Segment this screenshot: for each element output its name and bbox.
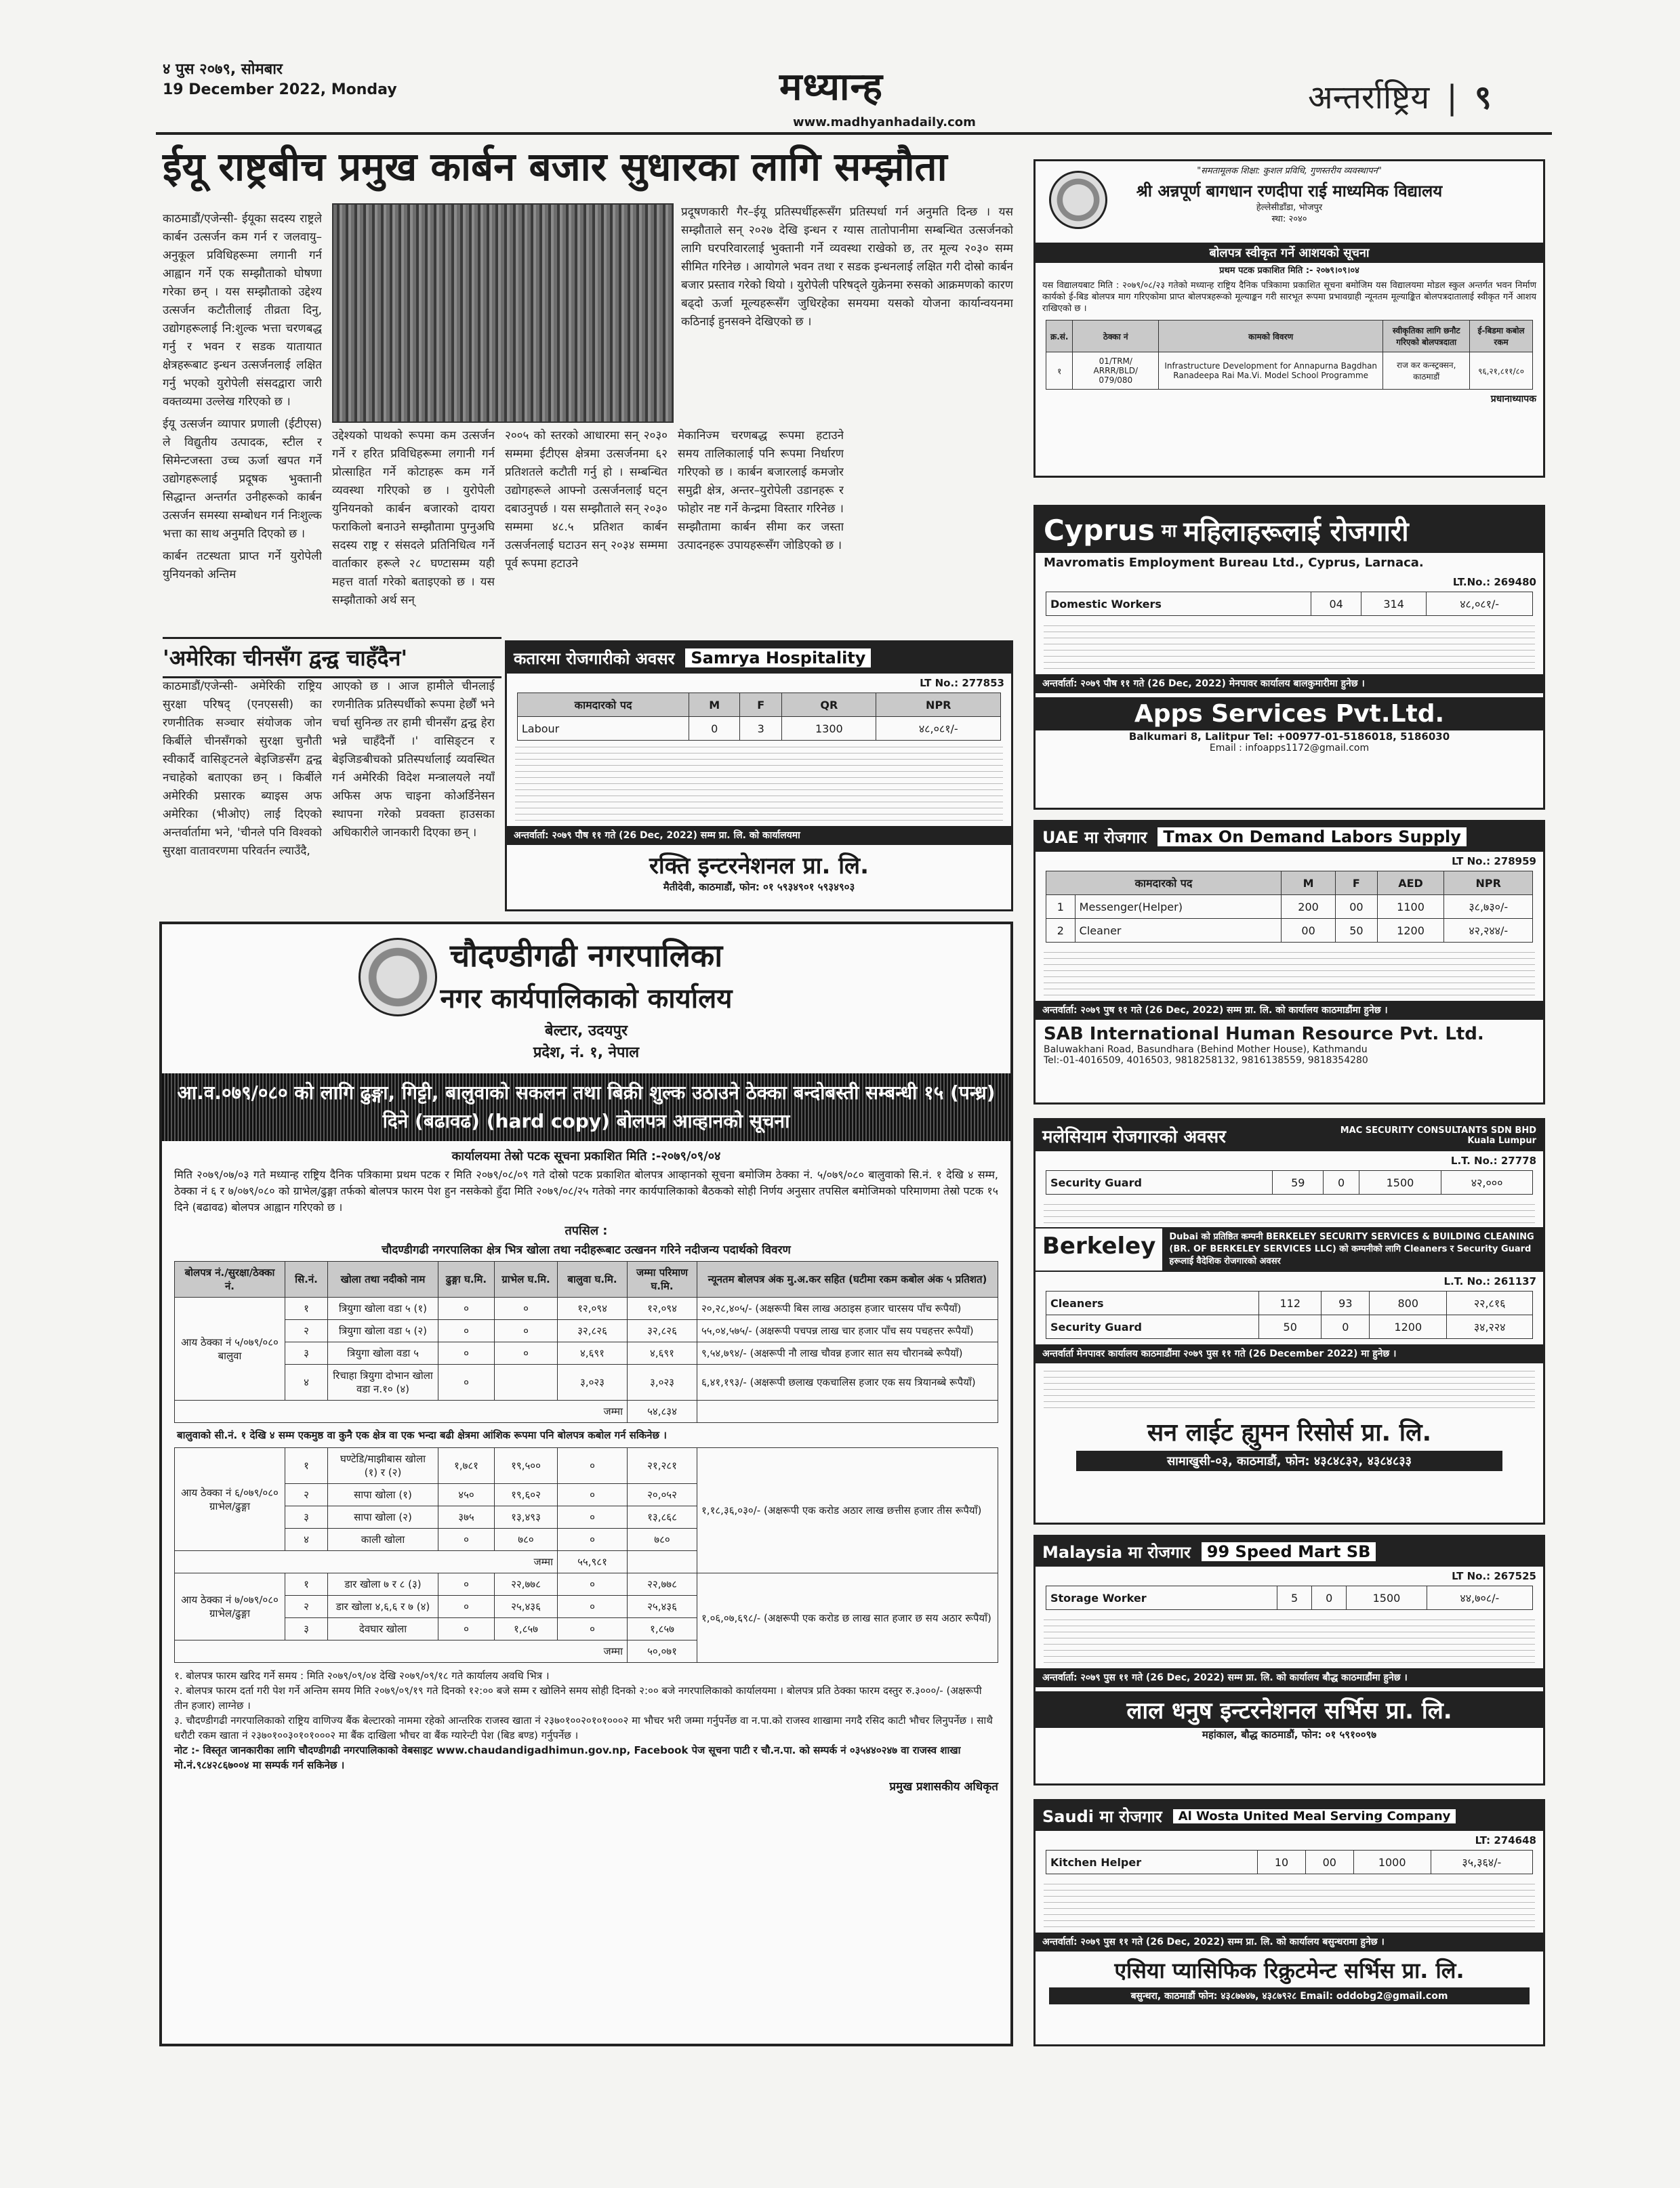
notice-notes [174,1663,998,1773]
lead-col-3: २००५ को स्तरको आधारमा सन् २०३० सम्ममा ईटीएस क्षेत्रमा उत्सर्जनमा ६२ प्रतिशतले कटौती गर्नु हो । सम्बन्धित उद्योगहरूले आफ्नो उत्सर्जनलाई घट्न दबाउनुपर्छ । यस सम्झौताले सन् २०३० सम्ममा ४८.५ प्रतिशत कार्बन उत्सर्जनलाई घटाउन सन् २०३४ सम्ममा पूर्व रूपमा हटाउने [505,429,668,571]
cell: Security Guard [1046,1315,1258,1339]
cell: ३८,७३०/- [1444,895,1533,919]
cell: ० [438,1529,495,1551]
ad-saudi-deadline: अन्तर्वार्ता: २०७९ पुस ११ गते (26 Dec, 2022) सम्म प्रा. लि. को कार्यालय बसुन्धरामा हुनेछ । [1036,1933,1543,1952]
date-nepali: ४ पुस २०७९, सोमबार [163,61,283,78]
tender-table-gravel [174,1447,998,1663]
group2-amount: १,१८,३६,०३०/- (अक्षरूपी एक करोड अठार लाख छत्तीस हजार तीस रूपैयाँ) [697,1448,998,1573]
table-row [1046,592,1532,616]
ad-malaysia2-salary-np: ४४,७०८/- [1427,1586,1532,1610]
cell: 50 [1336,919,1377,943]
group1-total-label: जम्मा [175,1401,628,1423]
cell: ३,०२३ [558,1365,628,1401]
ad-saudi-header [1036,1801,1543,1831]
ad-malaysia1-lt: L.T. No.: 27778 [1450,1155,1536,1167]
cell: Infrastructure Development for Annapurna Bagdhan Ranadeepa Rai Ma.Vi. Model School Programme [1159,352,1383,390]
cell: त्रियुगा खोला वडा ५ (१) [328,1298,438,1320]
ad-uae-title: UAE मा रोजगार [1042,827,1147,847]
school-estd: स्था: २०४० [1271,214,1307,224]
ad-qatar-deadline: अन्तर्वार्ता: २०७९ पौष ११ गते (26 Dec, 2022) सम्म प्रा. लि. को कार्यालयमा [507,826,1011,845]
ad-saudi-agency-addr: बसुन्धरा, काठमाडौं फोन: ४३८७७४७, ४३८७९२८ Email: oddobg2@gmail.com [1049,1987,1530,2004]
ad-school [1033,159,1545,478]
section-name: अन्तर्राष्ट्रिय [1308,79,1430,117]
second-col-2: आएको छ । आज हामीले चीनलाई रणनीतिक प्रतिस्पर्धीको रूपमा हेर्छौं भने चर्चा सुनिन्छ तर हामी चीनसँग द्वन्द्व हेरा भन्ने चाहँदैनौं ।' वासिङ्टन र बेइजिङबीचको प्रतिस्पर्धालाई व्यवस्थित गर्न अमेरिकी विदेश मन्त्रालयले नयाँ अफिस अफ चाइना कोअर्डिनेसन स्थापना गरेको प्रवक्ता हाउसका अधिकारीले जानकारी दिएका छन् । [332,680,495,840]
cell: डार खोला ७ र ८ (३) [328,1573,438,1596]
ad-uae [1033,820,1545,1105]
municipality-emblem-icon [358,938,437,1016]
school-logo-icon [1049,171,1107,229]
group2-label: आय ठेक्का नं ६/०७९/०८० ग्राभेल/ढुङ्गा [175,1448,285,1551]
cell: २०,०५२ [628,1484,697,1506]
ad-uae-agency-tel: Tel:-01-4016509, 4016503, 9818258132, 9816138559, 9818354280 [1044,1055,1368,1066]
school-date: प्रथम पटक प्रकाशित मिति :- २०७९।०९।०४ [1219,266,1359,276]
school-title: बोलपत्र स्वीकृत गर्ने आशयको सूचना [1036,243,1543,263]
table-row [1046,1586,1532,1610]
cell: देवघार खोला [328,1618,438,1640]
ad-dubai-agency: सन लाईट ह्युमन रिसोर्स प्रा. लि. [1147,1419,1432,1447]
ad-saudi-fineprint [1044,1880,1535,1927]
cell: ० [495,1342,558,1365]
cell: ९,५४,७९४/- (अक्षरूपी नौ लाख चौवन्न हजार सात सय चौरानब्बे रूपैयाँ) [697,1342,998,1365]
ad-malaysia2-salary: 1500 [1347,1586,1427,1610]
group3-label: आय ठेक्का नं ७/०७९/०८० ग्राभेल/ढुङ्गा [175,1573,285,1640]
cell: ३,०२३ [628,1365,697,1401]
notice-title: आ.व.०७९/०८० को लागि ढुङ्गा, गिट्टी, बालुवाको सकलन तथा बिक्री शुल्क उठाउने ठेक्का बन्दोबस्ती सम्बन्धी १५ (पन्ध्र) दिने (बढावढ) (hard copy) बोलपत्र आव्हानको सूचना [162,1073,1010,1141]
notice-publish-date: कार्यालयमा तेस्रो पटक सूचना प्रकाशित मिति :-२०७९/०९/०४ [451,1149,721,1163]
table-row [175,1342,998,1365]
ad-malaysia2 [1033,1535,1545,1786]
ad-dubai-deadline: अन्तर्वार्ता मेनपावर कार्यालय काठमाडौंमा २०७९ पुस ११ गते (26 December 2022) मा हुनेछ । [1036,1344,1543,1363]
masthead-dates [163,60,397,100]
cell: रिचाहा त्रियुगा दोभान खोला वडा न.१० (४) [328,1365,438,1401]
th-min-bid: न्यूनतम बोलपत्र अंक मु.अ.कर सहित (घटीमा रकम कबोल अंक ५ प्रतिशत) [697,1262,998,1298]
ad-malaysia2-female: 0 [1312,1586,1347,1610]
group2-total: ५५,९८१ [558,1551,628,1573]
cell: ३२,८२६ [628,1320,697,1342]
cell: सापा खोला (१) [328,1484,438,1506]
cell: त्रियुगा खोला वडा ५ [328,1342,438,1365]
cell: ० [438,1573,495,1596]
table-row [175,1320,998,1342]
group2-note: बालुवाको सी.नं. १ देखि ४ सम्म एकमुष्ठ वा कुनै एक क्षेत्र वा एक भन्दा बढी क्षेत्रमा आंशिक रूपमा पनि बोलपत्र कबोल गर्न सकिनेछ । [177,1429,667,1441]
cell: २ [285,1596,328,1618]
note-3: ३. चौदण्डीगढी नगरपालिकाको राष्ट्रिय वाणिज्य बैंक बेल्टारको नाममा रहेको आन्तरिक राजस्व खाता नं २३७०१००२०१०१०००२ मा भौचर भरी जम्मा गर्नुपर्नेछ वा न.पा.को राजस्व शाखामा नगदै रसिद काटी भौचर लिनुपर्नेछ । साथै धरौटी रकम खाता नं २३७०१००३०१०१०००२ मा बैंक दाखिला भौचर वा बैंक ग्यारेन्टी पेश (बिड बण्ड) गर्नुपर्नेछ । [174,1714,993,1741]
cell: ० [495,1298,558,1320]
lead-col-1-p3: कार्बन तटस्थता प्राप्त गर्ने युरोपेली युनियनको अन्तिम [163,550,322,581]
cell: ० [558,1529,628,1551]
cell: 1 [1046,895,1075,919]
schedule-title: चौदण्डीगढी नगरपालिका क्षेत्र भित्र खोला तथा नदीहरूबाट उत्खनन गरिने नदीजन्य पदार्थको विवरण [382,1243,791,1257]
th-river: खोला तथा नदीको नाम [328,1262,438,1298]
ad-dubai-lt: L.T. No.: 261137 [1443,1275,1536,1287]
ad-malaysia1-salary: 1500 [1359,1171,1441,1195]
cell: २१,२८१ [628,1448,697,1484]
ad-uae-fineprint [1044,948,1535,995]
group1-total: ५४,८३४ [628,1401,697,1423]
table-row [175,1365,998,1401]
ad-uae-company: Tmax On Demand Labors Supply [1157,827,1467,846]
school-table [1046,320,1533,390]
school-name: श्री अन्नपूर्ण बागधान रणदीपा राई माध्यमिक विद्यालय [1136,182,1443,201]
ad-malaysia2-agency-addr: महांकाल, बौद्ध काठमाडौं, फोन: ०१ ५९१००९७ [1202,1729,1377,1741]
cell: १ [285,1573,328,1596]
cell: ७८० [628,1529,697,1551]
ad-qatar-title: कतारमा रोजगारीको अवसर [514,648,675,668]
table-row [175,1448,998,1484]
th-gravel: ग्राभेल घ.मि. [495,1262,558,1298]
cell: 200 [1281,895,1335,919]
ad-malaysia1-location: Kuala Lumpur [1467,1136,1536,1146]
cell: 50 [1259,1315,1322,1339]
cell: ४,६९१ [558,1342,628,1365]
cell: २ [285,1320,328,1342]
cell: ० [438,1320,495,1342]
ad-saudi-job: Kitchen Helper [1046,1851,1257,1874]
notice-signature: प्रमुख प्रशासकीय अधिकृत [889,1780,998,1794]
ad-cyprus-salary-np: ४८,०८१/- [1427,592,1533,616]
cell: कामको विवरण [1159,321,1383,352]
ad-cyprus-agency: Apps Services Pvt.Ltd. [1036,697,1543,730]
cell: १,८५७ [495,1618,558,1640]
ad-qatar [505,640,1013,911]
ad-saudi-male: 10 [1258,1851,1306,1874]
ad-saudi-female: 00 [1305,1851,1353,1874]
municipality-header [162,924,1010,1073]
cell: घण्टेडि/माझीबास खोला (१) र (२) [328,1448,438,1484]
ad-malaysia1-job: Security Guard [1046,1171,1272,1195]
ad-cyprus-agency-addr: Balkumari 8, Lalitpur Tel: +00977-01-5186018, 5186030 [1128,730,1450,743]
ad-saudi-title: Saudi मा रोजगार [1042,1807,1162,1826]
ad-dubai-fineprint [1044,1367,1535,1408]
ad-qatar-lt: LT No.: 277853 [920,677,1004,689]
municipality-notice [159,922,1013,2046]
cell: २५,४३६ [495,1596,558,1618]
cell: ३२,८२६ [558,1320,628,1342]
ad-malaysia1-fineprint [1044,1199,1535,1223]
ad-cyprus-lt: LT.No.: 269480 [1452,576,1536,588]
cell: ३ [285,1618,328,1640]
lead-col-1-p2: ईयू उत्सर्जन व्यापार प्रणाली (ईटीएस) ले विद्युतीय उत्पादक, स्टील र सिमेन्टजस्ता उच्च ऊर्जा खपत गर्ने उद्योगहरूलाई प्रदूषक भुक्तानी सिद्धान्त अन्तर्गत उनीहरूको कार्बन उत्सर्जन समस्या सम्बोधन गर्न निःशुल्क भत्ता का साथ अनुमति दिएको छ । [163,417,322,541]
cell: २२,७७८ [495,1573,558,1596]
table-row [1046,1315,1532,1339]
school-address: हेल्लेसीडाँडा, भोजपुर [1256,203,1323,213]
municipality-office: नगर कार्यपालिकाको कार्यालय [440,983,733,1014]
lead-headline: ईयू राष्ट्रबीच प्रमुख कार्बन बजार सुधारका लागि सम्झौता [163,144,947,190]
cell: २०,२८,४०५/- (अक्षरूपी बिस लाख अठाइस हजार चारसय पाँच रूपैयाँ) [697,1298,998,1320]
lead-col-1 [163,210,322,630]
paper-url: www.madhyanhadaily.com [793,115,976,129]
ad-qatar-female: 3 [740,717,782,741]
ad-qatar-male: 0 [689,717,740,741]
cell: 00 [1281,919,1335,943]
ad-uae-lt: LT No.: 278959 [1452,855,1536,867]
cell: 800 [1370,1292,1447,1315]
ad-uae-header [1036,822,1543,852]
table-row [1046,352,1532,390]
cell: ७८० [495,1529,558,1551]
paper-logo: मध्यान्ह [779,65,884,109]
ad-dubai-header [1036,1227,1543,1272]
table-row [1046,919,1532,943]
ad-malaysia2-agency: लाल धनुष इन्टरनेशनल सर्भिस प्रा. लि. [1036,1691,1543,1728]
ad-saudi-salary-np: ३५,३६४/- [1431,1851,1532,1874]
ad-cyprus-company: Mavromatis Employment Bureau Ltd., Cyprus, Larnaca. [1044,556,1424,570]
cell: ० [558,1618,628,1640]
cell: 01/TRM/ ARRR/BLD/ 079/080 [1073,352,1159,390]
cell: स्वीकृतिका लागि छनौट गरिएको बोलपत्रदाता [1383,321,1470,352]
cell: ० [495,1320,558,1342]
ad-saudi-company: Al Wosta United Meal Serving Company [1173,1809,1456,1823]
note-2: २. बोलपत्र फारम दर्ता गरी पेश गर्ने अन्तिम समय मिति २०७९/०९/१९ गते दिनको १२:०० बजे सम्म र खोलिने समय सोही दिनको २:०० बजे नगरपालिकाको कार्यालयमा । बोलपत्र प्रति ठेक्का फारम दस्तुर रु.३०००/- (अक्षरूपी तीन हजार) लाग्नेछ । [174,1685,982,1712]
masthead-rule [156,132,1552,135]
cell: ० [558,1484,628,1506]
ad-cyprus-email: Email : infoapps1172@gmail.com [1209,743,1370,754]
cell [495,1365,558,1401]
ad-cyprus-title-ma: मा [1161,521,1177,541]
ad-uae-agency-addr: Baluwakhani Road, Basundhara (Behind Mother House), Kathmandu [1044,1044,1368,1055]
cell: ४,६९१ [628,1342,697,1365]
second-headline: 'अमेरिका चीनसँग द्वन्द्व चाहँदैन' [163,637,501,678]
th-sn: सि.नं. [285,1262,328,1298]
ad-dubai-agency-addr: सामाखुसी-०३, काठमाडौं, फोन: ४३८४८३२, ४३८४८३३ [1076,1451,1502,1471]
cell: ६,४१,१९३/- (अक्षरूपी छलाख एकचालिस हजार एक सय त्रियानब्बे रूपैयाँ) [697,1365,998,1401]
cell: 1200 [1370,1315,1447,1339]
cell: २२,८१६ [1447,1292,1533,1315]
cell: ३ [285,1342,328,1365]
table-row [1046,895,1532,919]
ad-malaysia2-deadline: अन्तर्वार्ता: २०७९ पुस ११ गते (26 Dec, 2022) सम्म प्रा. लि. को कार्यालय बौद्ध काठमाडौंमा हुनेछ । [1036,1668,1543,1687]
ad-cyprus-table [1046,592,1533,616]
school-motto: "समतामूलक शिक्षा: कुशल प्रविधि, गुणस्तरीय व्यवस्थापन" [1197,166,1382,176]
cell: १३,८६८ [628,1506,697,1529]
municipality-province: प्रदेश, नं. १, नेपाल [533,1044,640,1061]
cell: Cleaner [1075,919,1281,943]
cell: ० [558,1506,628,1529]
date-english: 19 December 2022, Monday [163,81,397,98]
ad-malaysia1-header [1036,1120,1543,1151]
cell: 93 [1322,1292,1370,1315]
ad-cyprus-title-en: Cyprus [1044,513,1155,547]
ad-malaysia2-table [1046,1586,1533,1610]
ad-dubai-table [1046,1291,1533,1339]
ad-malaysia2-header [1036,1537,1543,1567]
cell: ई-बिडमा कबोल रकम [1470,321,1533,352]
cell: राज कर कन्स्ट्रक्सन, काठमाडौं [1383,352,1470,390]
school-sign: प्रधानाध्यापक [1490,394,1536,405]
note-1: १. बोलपत्र फारम खरिद गर्ने समय : मिति २०७९/०९/०४ देखि २०७९/०९/१८ गते कार्यालय अवधि भित्र । [174,1670,550,1682]
ad-qatar-agency: रक्ति इन्टरनेशनल प्रा. लि. [649,852,869,880]
cell: १,८५७ [628,1618,697,1640]
cell: 112 [1259,1292,1322,1315]
th-tender-no: बोलपत्र नं./सुरक्षा/ठेक्का नं. [175,1262,285,1298]
cell: ९६,२१,८११/८० [1470,352,1533,390]
school-header [1036,161,1543,243]
ad-qatar-table: कामदारको पद M F QR NPR Labour 0 3 1300 ४८,०८१/- [517,693,1001,741]
th-sand: बालुवा घ.मि. [558,1262,628,1298]
cell: 1200 [1377,919,1444,943]
ad-uae-table: कामदारको पद M F AED NPR 1 Messenger(Helper) 200 00 1100 ३८,७३०/- 2 Cleaner 00 50 1200 ४२,२४४/- [1046,871,1533,943]
ad-malaysia1-female: 0 [1324,1171,1359,1195]
cell: १३,४९३ [495,1506,558,1529]
ad-malaysia1-table [1046,1170,1533,1195]
ad-cyprus-deadline: अन्तर्वार्ता: २०७९ पौष ११ गते (26 Dec, 2022) मेनपावर कार्यालय बालकुमारीमा हुनेछ । [1036,674,1543,693]
cell: १९,६०२ [495,1484,558,1506]
ad-saudi-lt: LT: 274648 [1475,1834,1536,1846]
ad-malaysia2-lt: LT No.: 267525 [1452,1570,1536,1582]
ad-malaysia2-job: Storage Worker [1046,1586,1277,1610]
ad-uae-agency: SAB International Human Resource Pvt. Ltd. [1044,1024,1484,1044]
table-total-row [175,1401,998,1423]
cell: ठेक्का नं [1073,321,1159,352]
ad-cyprus-salary: 314 [1361,592,1427,616]
ad-malaysia1-title: मलेसियाम रोजगारको अवसर [1042,1127,1226,1147]
second-col-1: काठमाडौं/एजेन्सी- अमेरिकी राष्ट्रिय सुरक्षा परिषद् (एनएससी) का रणनीतिक सञ्चार संयोजक जोन किर्बीले चीनसँगको सुरक्षा चुनौती स्वीकार्दै वासिङ्टनले बेइजिङसँग द्वन्द्व नचाहेको बताएका छन् । किर्बीले अमेरिकी प्रसारक ब्याइस अफ अमेरिका (भीओए) लाई दिएको अन्तर्वार्तामा भने, 'चीनले पनि विश्वको सुरक्षा वातावरणमा परिवर्तन ल्याउँदै, [163,680,322,858]
cell: डार खोला ४,६,६ र ७ (४) [328,1596,438,1618]
notice-intro: मिति २०७९/०७/०३ गते मध्यान्ह राष्ट्रिय दैनिक पत्रिकामा प्रथम पटक र मिति २०७९/०८/०९ गते दोस्रो पटक प्रकाशित बोलपत्र आव्हानको सूचना बमोजिम ठेक्का नं. ५/०७९/०८० बालुवाको सि.नं. १ देखि ४ सम्म, ठेक्का नं ६ र ७/०७९/०८० को ग्राभेल/ढुङ्गा तर्फको बोलपत्र फारम पेश हुन नसकेको हुँदा मिति २०७९/०८/२५ गतेको नगर कार्यपालिकाको बैठकको सोही निर्णय अनुसार तपसिल बमोजिमको परिमाणमा तेस्रो पटक १५ दिने (बढावढ) बोलपत्र आह्वान गरिएको छ । [174,1168,998,1214]
ad-qatar-col-post: कामदारको पद [517,693,689,717]
ad-malaysia2-fineprint [1044,1615,1535,1663]
cell: ४ [285,1529,328,1551]
page-number: ९ [1474,79,1492,117]
schedule-label: तपसिल : [565,1224,608,1238]
cell: 0 [1322,1315,1370,1339]
lead-col-4: मेकानिज्म चरणबद्ध रूपमा हटाउने समय तालिकालाई पनि रूपमा निर्धारण गरिएको छ । कार्बन बजारलाई कमजोर समुद्री क्षेत्र, अन्तर–युरोपेली उडानहरू र फोहोर नष्ट गर्ने केन्द्रमा विस्तार गरिनेछ । सम्झौतामा कार्बन सीमा कर जस्ता उत्पादनहरू उपायहरूसँग जोडिएको छ । [678,429,844,552]
cell: ० [558,1573,628,1596]
cell: २२,७७८ [628,1573,697,1596]
cell: ० [438,1618,495,1640]
ad-qatar-salary-np: ४८,०८१/- [876,717,1001,741]
note-4: नोट :- विस्तृत जानकारीका लागि चौदण्डीगढी नगरपालिकाको वेबसाइट www.chaudandigadhimun.gov.np, Facebook पेज सूचना पाटी र चौ.न.पा. को सम्पर्क नं ०३५४४०२४७ वा राजस्व शाखा मो.नं.९८४२८६७००४ मा सम्पर्क गर्न सकिनेछ । [174,1744,961,1771]
ad-malaysia1-company-wrap [1340,1126,1536,1146]
cell: 2 [1046,919,1075,943]
group3-total-label: जम्मा [175,1640,628,1663]
news-photo [332,203,674,423]
cell: १२,०९४ [628,1298,697,1320]
cell: १२,०९४ [558,1298,628,1320]
lead-col-6 [854,427,1013,630]
ad-qatar-agency-addr: मैतीदेवी, काठमाडौं, फोन: ०१ ५९३४९०१ ५९३४९०३ [663,881,855,893]
cell: 1100 [1377,895,1444,919]
ad-uae-col-post: कामदारको पद [1046,871,1281,895]
ad-saudi-agency: एसिया प्यासिफिक रिक्रुटमेन्ट सर्भिस प्रा. लि. [1114,1958,1464,1983]
ad-malaysia2-company: 99 Speed Mart SB [1202,1542,1376,1561]
ad-cyprus-fineprint [1044,621,1535,669]
ad-malaysia2-title: Malaysia मा रोजगार [1042,1542,1191,1562]
cell: ४५० [438,1484,495,1506]
cell: 00 [1336,895,1377,919]
table-row [1046,1292,1532,1315]
municipality-name: चौदण्डीगढी नगरपालिका [449,937,723,974]
lead-col-2: उद्देश्यको पाथको रूपमा कम उत्सर्जन गर्ने र हरित प्रविधिहरूमा लगानी गर्न प्रोत्साहित गर्ने कोटाहरू कम गर्ने व्यवस्था गरिएको छ । युरोपेली युनियनको कार्बन बजारको दायरा फराकिलो बनाउने सम्झौतामा पुग्नुअघि सदस्य राष्ट्र र संसदले प्रतिनिधित्व गर्ने वार्ताकार हरूले २८ घण्टासम्म यही महत्त वार्ता गरेको बताइएको छ । यस सम्झौताको अर्थ सन् [332,429,495,607]
ad-malaysia-dubai [1033,1118,1545,1525]
table-row [175,1298,998,1320]
cell: १,७८१ [438,1448,495,1484]
ad-qatar-fineprint [515,746,1003,821]
cell: सापा खोला (२) [328,1506,438,1529]
cell: ० [438,1596,495,1618]
lead-col-1-p1: काठमाडौं/एजेन्सी- ईयूका सदस्य राष्ट्रले कार्बन उत्सर्जन कम गर्न र जलवायु–अनुकूल प्रविधिहरूमा लगानी गर्न आह्वान गर्ने एक सम्झौताको घोषणा गरेका छन् । यस सम्झौताको उद्देश्य उत्सर्जन कटौतीलाई तीव्रता दिनु, उद्योगहरूलाई नि:शुल्क भत्ता चरणबद्ध गर्नु र भवन र सडक यातायात क्षेत्रहरूबाट इन्धन उत्सर्जनलाई लक्षित गर्नु भएको युरोपेली संसदद्वारा जारी वक्तव्यमा उल्लेख गरिएको छ । [163,212,322,409]
school-body: यस विद्यालयबाट मिति : २०७९/०८/२३ गतेको मध्यान्ह राष्ट्रिय दैनिक पत्रिकामा प्रकाशित सूचना बमोजिम यस विद्यालयमा मोडल स्कुल अन्तर्गत भवन निर्माण कार्यको ई-बिड बोलपत्र माग गरिएकोमा प्राप्त बोलपत्रहरूको मूल्याङ्कन गरी सारभूत रूपमा प्रभावग्राही न्यूनतम मूल्याङ्कित बोलपत्रदातालाई स्वीकृत गर्ने आशय राखिएको छ । [1042,281,1536,314]
section-title: अन्तर्राष्ट्रिय | ९ [1308,79,1492,117]
cell: ३४,२२४ [1447,1315,1533,1339]
ad-cyprus [1033,505,1545,810]
ad-malaysia1-company: MAC SECURITY CONSULTANTS SDN BHD [1340,1126,1536,1136]
cell: काली खोला [328,1529,438,1551]
cell: क्र.सं. [1046,321,1072,352]
cell: ० [438,1298,495,1320]
cell: ४२,२४४/- [1444,919,1533,943]
ad-malaysia2-male: 5 [1277,1586,1312,1610]
group1-label: आय ठेक्का नं ५/०७९/०८० बालुवा [175,1298,285,1401]
ad-qatar-job: Labour [517,717,689,741]
group3-amount: १,०६,०७,६९८/- (अक्षरूपी एक करोड छ लाख सात हजार छ सय अठार रूपैयाँ) [697,1573,998,1663]
cell: २ [285,1484,328,1506]
ad-saudi [1033,1799,1545,2046]
ad-cyprus-title-np: महिलाहरूलाई रोजगारी [1183,516,1409,548]
cell: ० [558,1596,628,1618]
ad-qatar-header [507,642,1011,674]
cell: ० [558,1448,628,1484]
cell: ० [438,1342,495,1365]
ad-malaysia1-salary-np: ४२,००० [1441,1171,1533,1195]
table-row [175,1573,998,1596]
lead-col-5: प्रदूषणकारी गैर–ईयू प्रतिस्पर्धीहरूसँग प्रतिस्पर्धा गर्न अनुमति दिन्छ । यस सम्झौताले सन् २०२७ देखि इन्धन र ग्यास तातोपानीमा सम्बन्धित उत्सर्जनको लागि घरपरिवारलाई भुक्तानी गर्ने व्यवस्था राखेको छ, तर मूल्य २०३० सम्म सीमित गरिनेछ । आयोगले भवन तथा र सडक इन्धनलाई लक्षित गरी दोस्रो कार्बन बजार प्रस्ताव गरेको थियो । युरोपेली परिषद्ले युक्रेनमा रुसको आक्रमणको कारण बढ्दो ऊर्जा मूल्यहरूसँग जुधिरहेका समयमा यसको योजना कार्यान्वयनमा कठिनाई हुनसक्ने देखिएको छ । [681,205,1013,329]
ad-dubai-desc: Dubai को प्रतिष्ठित कम्पनी BERKELEY SECURITY SERVICES & BUILDING CLEANING (BR. OF BERKELEY SERVICES LLC) को कम्पनीको लागि Cleaners र Security Guard हरूलाई वैदेशिक रोजगारको अवसर [1164,1229,1543,1271]
cell: Messenger(Helper) [1075,895,1281,919]
ad-dubai-logo: Berkeley [1036,1229,1164,1271]
cell: ३ [285,1506,328,1529]
cell: १ [1046,352,1072,390]
ad-cyprus-job: Domestic Workers [1046,592,1311,616]
table-row [1046,1171,1532,1195]
municipality-address: बेल्टार, उदयपुर [545,1023,628,1039]
cell: ५५,०४,५७५/- (अक्षरूपी पचपन्न लाख चार हजार पाँच सय पचहत्तर रूपैयाँ) [697,1320,998,1342]
cell: ० [438,1365,495,1401]
cell: १९,५०० [495,1448,558,1484]
cell: ३७५ [438,1506,495,1529]
th-total: जम्मा परिमाण घ.मि. [628,1262,697,1298]
cell: ४ [285,1365,328,1401]
ad-cyprus-count: 04 [1311,592,1361,616]
cell: Cleaners [1046,1292,1258,1315]
cell: त्रियुगा खोला वडा ५ (२) [328,1320,438,1342]
ad-qatar-salary: 1300 [782,717,876,741]
tender-table-sand [174,1261,998,1423]
ad-qatar-company: Samrya Hospitality [685,648,871,667]
ad-saudi-table [1046,1850,1533,1874]
table-row [1046,1851,1532,1874]
ad-uae-deadline: अन्तर्वार्ता: २०७९ पुष ११ गते (26 Dec, 2022) सम्म प्रा. लि. को कार्यालय काठमाडौंमा हुनेछ । [1036,1001,1543,1020]
ad-cyprus-header [1036,507,1543,553]
ad-saudi-salary: 1000 [1353,1851,1431,1874]
group2-total-label: जम्मा [175,1551,558,1573]
cell: २५,४३६ [628,1596,697,1618]
group3-total: ५०,०७१ [628,1640,697,1663]
cell: १ [285,1448,328,1484]
th-stone: ढुङ्गा घ.मि. [438,1262,495,1298]
cell: १ [285,1298,328,1320]
ad-malaysia1-male: 59 [1273,1171,1324,1195]
